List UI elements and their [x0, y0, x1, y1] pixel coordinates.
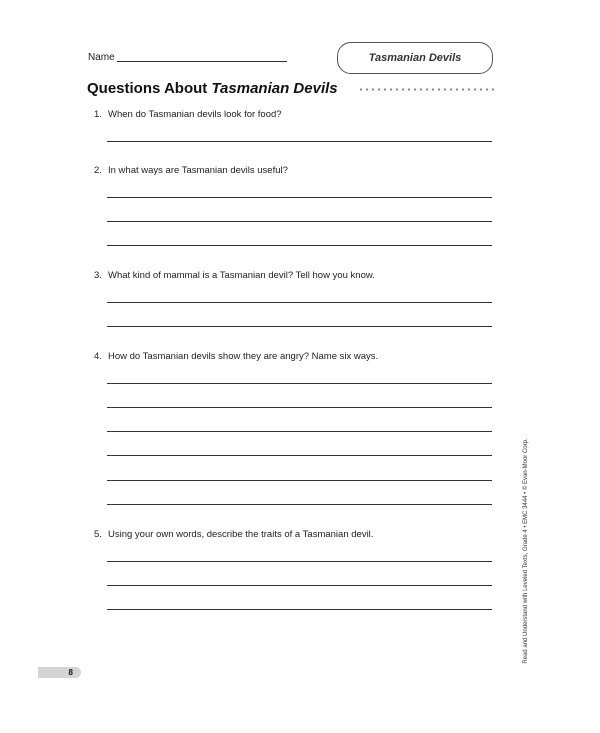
- answer-line[interactable]: [107, 221, 492, 222]
- answer-line[interactable]: [107, 302, 492, 303]
- answer-line[interactable]: [107, 431, 492, 432]
- heading-dotted-rule: [358, 88, 494, 91]
- question-number: 5.: [94, 529, 102, 540]
- name-label: Name: [88, 52, 115, 63]
- question-number: 2.: [94, 165, 102, 176]
- answer-line[interactable]: [107, 480, 492, 481]
- question-5: [94, 529, 373, 540]
- side-credit-text: Read and Understand with Leveled Texts, Grade 4 • EMC 3444 • © Evan-Moor Corp.: [523, 438, 529, 664]
- answer-line[interactable]: [107, 609, 492, 610]
- heading-prefix: Questions About: [87, 80, 212, 97]
- question-3: [94, 270, 375, 281]
- title-box-label: Tasmanian Devils: [368, 52, 462, 64]
- answer-line[interactable]: [107, 561, 492, 562]
- page-number-tab: [38, 667, 81, 678]
- title-box: [337, 42, 493, 74]
- answer-line[interactable]: [107, 504, 492, 505]
- heading-italic: Tasmanian Devils: [211, 80, 338, 97]
- name-line[interactable]: [117, 61, 287, 62]
- question-text: Using your own words, describe the traits of a Tasmanian devil.: [108, 529, 374, 540]
- answer-line[interactable]: [107, 141, 492, 142]
- page-number: 8: [68, 668, 73, 677]
- page-heading: [87, 80, 338, 97]
- question-4: [94, 351, 378, 362]
- answer-line[interactable]: [107, 197, 492, 198]
- question-number: 1.: [94, 109, 102, 120]
- answer-line[interactable]: [107, 326, 492, 327]
- answer-line[interactable]: [107, 455, 492, 456]
- question-number: 3.: [94, 270, 102, 281]
- answer-line[interactable]: [107, 245, 492, 246]
- question-text: What kind of mammal is a Tasmanian devil? Tell how you know.: [108, 270, 375, 281]
- question-1: [94, 109, 282, 120]
- side-credit: [521, 420, 531, 682]
- question-2: [94, 165, 288, 176]
- question-text: How do Tasmanian devils show they are angry? Name six ways.: [108, 351, 379, 362]
- answer-line[interactable]: [107, 383, 492, 384]
- answer-line[interactable]: [107, 407, 492, 408]
- question-number: 4.: [94, 351, 102, 362]
- answer-line[interactable]: [107, 585, 492, 586]
- question-text: In what ways are Tasmanian devils useful?: [108, 165, 288, 176]
- question-text: When do Tasmanian devils look for food?: [108, 109, 282, 120]
